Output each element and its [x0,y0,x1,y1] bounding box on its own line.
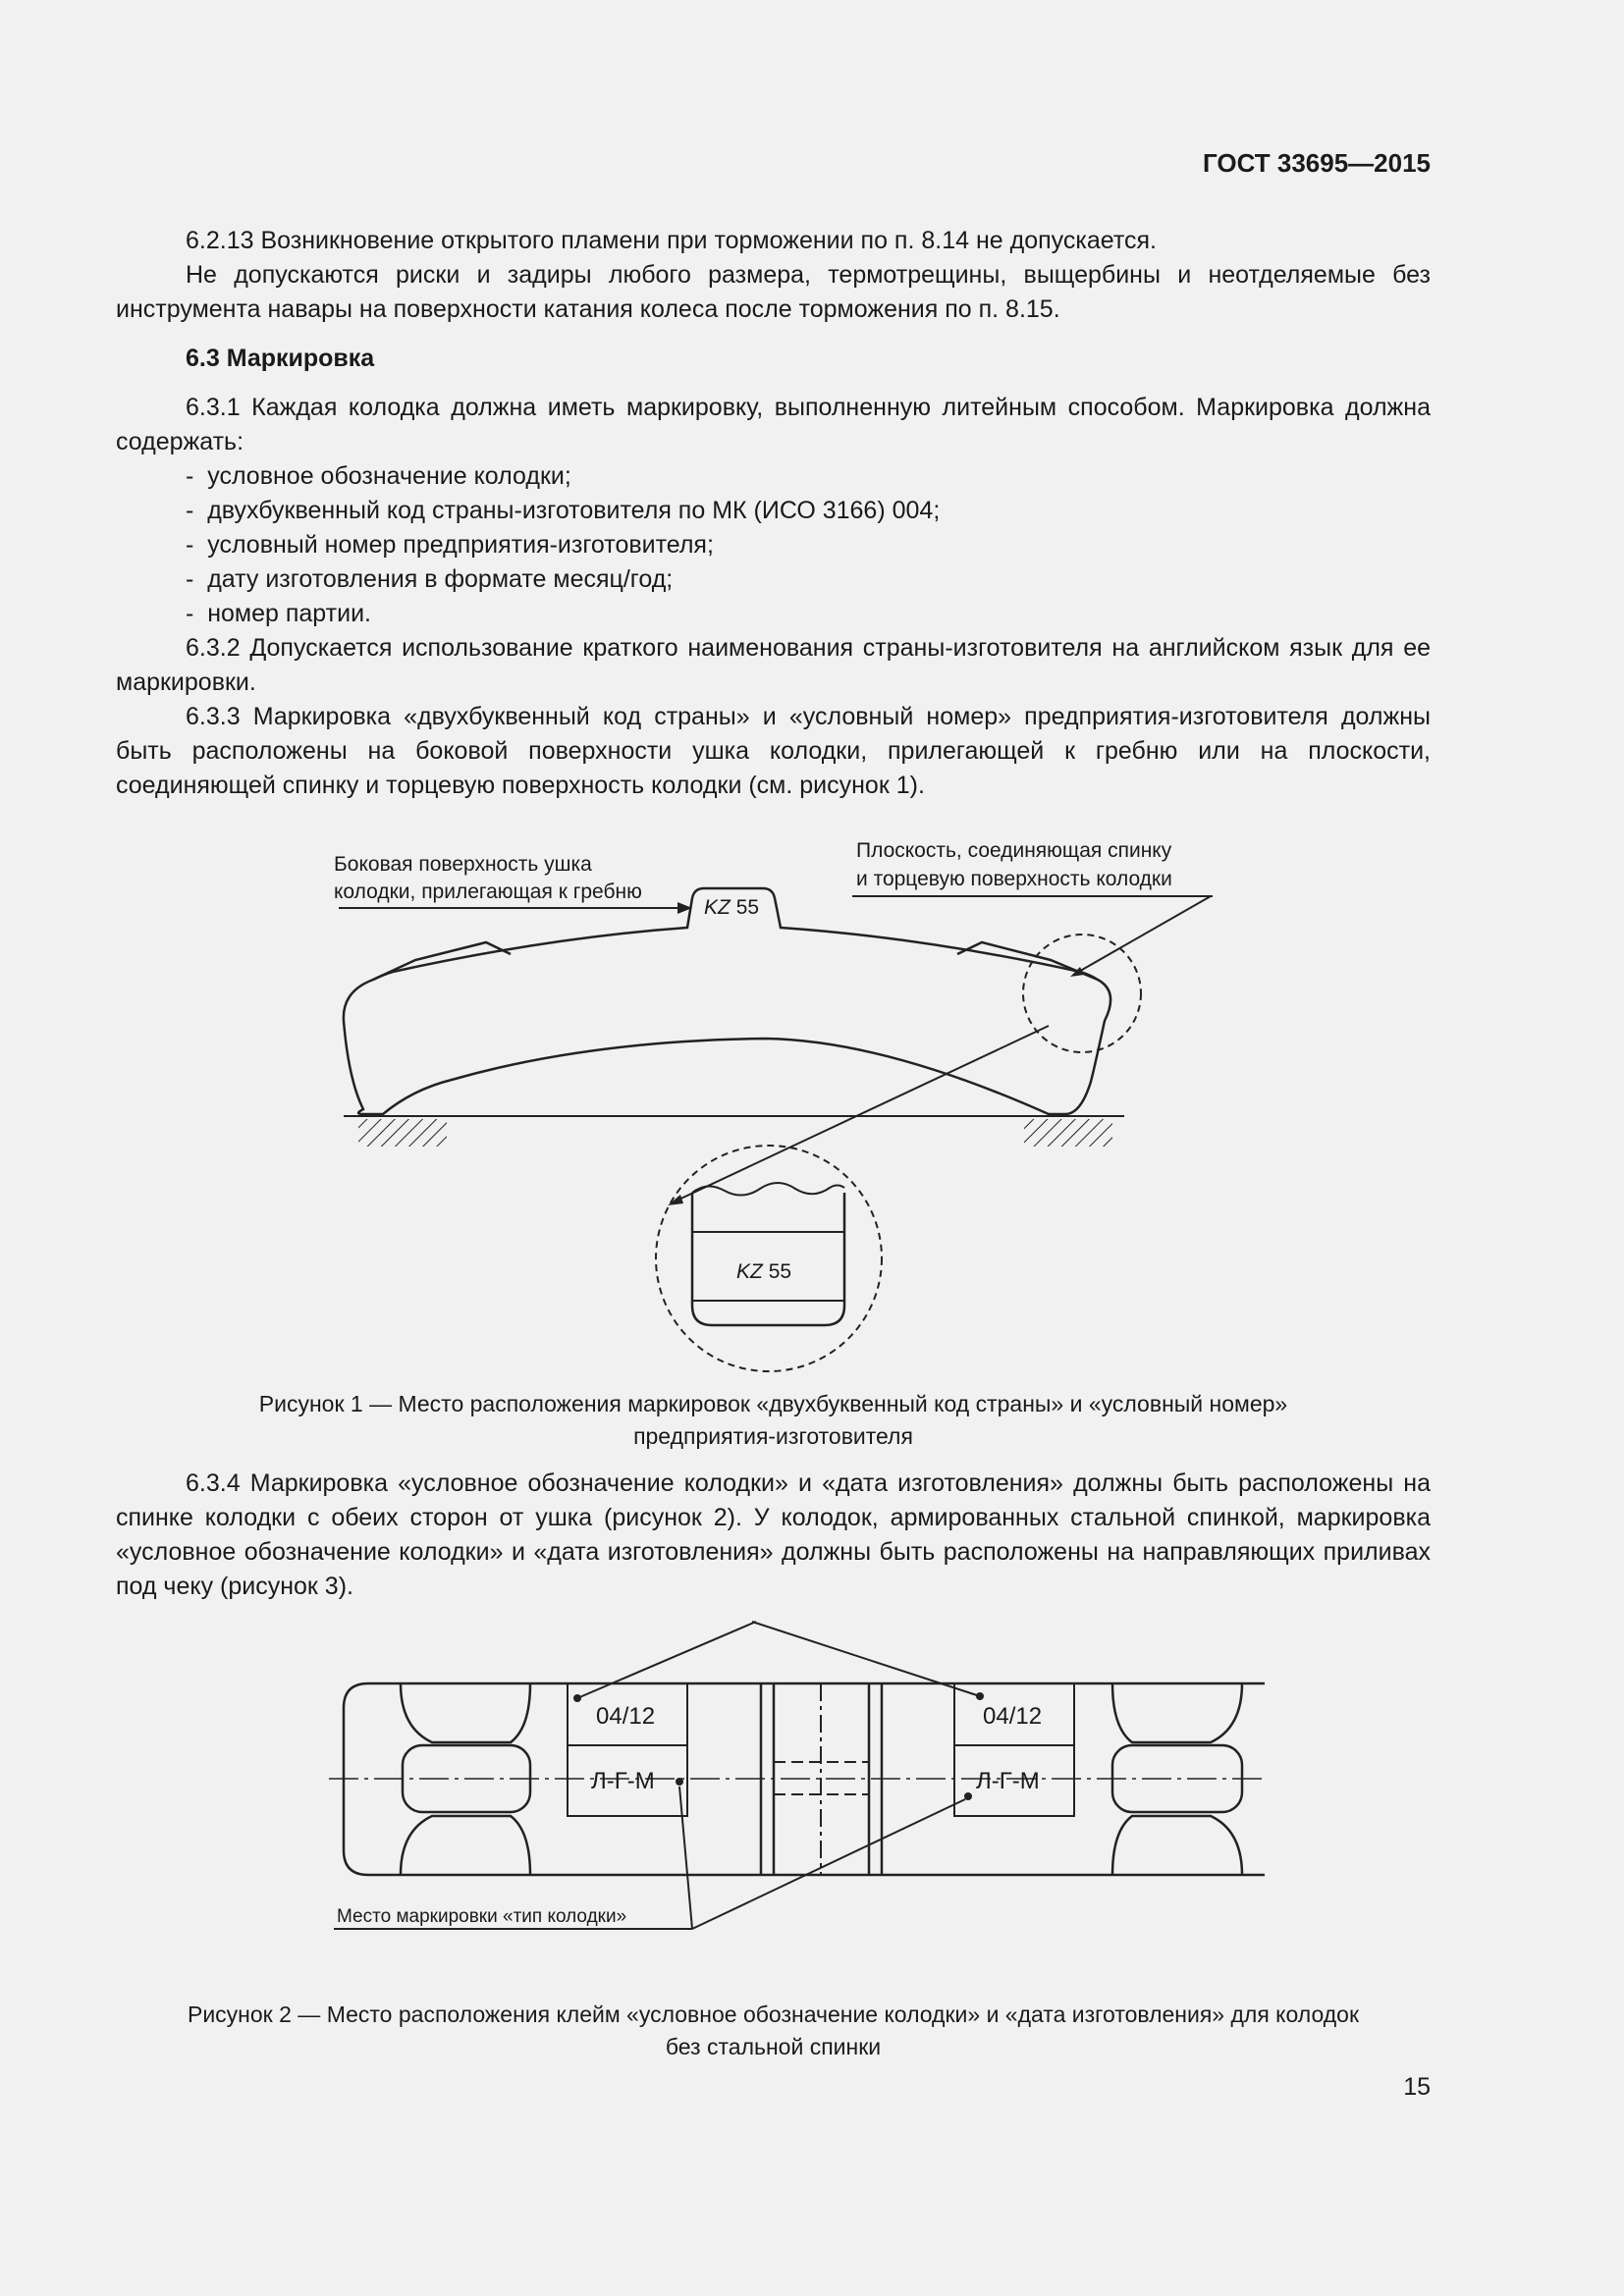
figure-1-caption-line-1: Рисунок 1 — Место расположения маркировок «двухбуквенный код страны» и «условный номер» [258,1391,1288,1416]
list-item: - номер партии. [116,597,1431,631]
brake-shoe-outline [344,888,1110,1114]
paragraph-6-3-2: 6.3.2 Допускается использование краткого наименования страны-изготовителя на английском язык для ее маркировки. [116,634,1431,696]
label-plane-1: Плоскость, соединяющая спинку [856,839,1172,862]
paragraph-6-3-4: 6.3.4 Маркировка «условное обозначение колодки» и «дата изготовления» должны быть расположены на спинке колодки с обеих сторон от ушка (рисунок 2). У колодок, армированных стальной спинкой, маркировка «условное обозначение колодки» и «дата изготовления» должны быть расположены на направляющих приливах под чеку (рисунок 3). [116,1469,1431,1600]
figure-2-caption-line-1: Рисунок 2 — Место расположения клейм «условное обозначение колодки» и «дата изготовления» для колодок [187,2002,1360,2027]
leader-to-left-box [577,1622,756,1698]
list-item: - дату изготовления в формате месяц/год; [116,562,1431,597]
leader-right [1075,896,1211,974]
label-lug-side-1: Боковая поверхность ушка [334,853,592,876]
page-number: 15 [1403,2073,1431,2101]
paragraph-6-3-1: 6.3.1 Каждая колодка должна иметь маркировку, выполненную литейным способом. Маркировка должна содержать: [116,394,1431,455]
right-support-hatch [1024,1119,1112,1147]
detail-wavy-break [692,1183,844,1196]
figure-1-caption [116,1388,1431,1453]
section-heading-6-3: 6.3 Маркировка [186,345,375,372]
text-block-top [116,224,1431,803]
date-right: 04/12 [983,1703,1043,1730]
leader-type-right [692,1799,965,1929]
mark-on-lug: KZ 55 [704,896,760,919]
figure-2-caption-line-2: без стальной спинки [665,2034,882,2059]
paragraph-6-2-13: 6.2.13 Возникновение открытого пламени при торможении по п. 8.14 не допускается. [186,227,1157,254]
figure-1-drawing [0,815,1624,1374]
label-plane-2: и торцевую поверхность колодки [856,868,1172,890]
text-block-middle [116,1467,1431,1604]
paragraph-surface-defects: Не допускаются риски и задиры любого размера, термотрещины, выщербины и неотделяемые без инструмента навары на поверхности катания колеса после торможения по п. 8.15. [116,261,1431,323]
left-support-hatch [358,1119,447,1147]
list-item: - условный номер предприятия-изготовителя; [116,528,1431,562]
label-type-mark: Место маркировки «тип колодки» [337,1906,627,1927]
detail-circle-small [1023,934,1141,1052]
leader-to-right-box [752,1622,980,1696]
label-lug-side-2: колодки, прилегающая к гребню [334,881,642,903]
arrow-detail [668,1195,683,1205]
document-standard-header: ГОСТ 33695—2015 [1203,148,1431,178]
detail-outline [692,1193,844,1325]
leader-detail [673,1026,1049,1202]
figure-1-caption-line-2: предприятия-изготовителя [633,1423,913,1449]
code-right: Л-Г-М [976,1768,1040,1794]
leader-type-left [679,1787,692,1929]
mark-in-detail: KZ 55 [736,1260,792,1283]
list-item: - условное обозначение колодки; [116,459,1431,494]
figure-2-caption [116,1999,1431,2063]
detail-circle-large [656,1146,882,1371]
paragraph-6-3-3: 6.3.3 Маркировка «двухбуквенный код страны» и «условный номер» предприятия-изготовителя должны быть расположены на боковой поверхности ушка колодки, прилегающей к гребню или на плоскости, соединяющей спинку и торцевую поверхность колодки (см. рисунок 1). [116,703,1431,799]
code-left: Л-Г-М [591,1768,655,1794]
list-item: - двухбуквенный код страны-изготовителя по МК (ИСО 3166) 004; [116,494,1431,528]
date-left: 04/12 [596,1703,656,1730]
figure-2-drawing [0,1610,1624,1944]
marking-requirements-list [116,459,1431,631]
